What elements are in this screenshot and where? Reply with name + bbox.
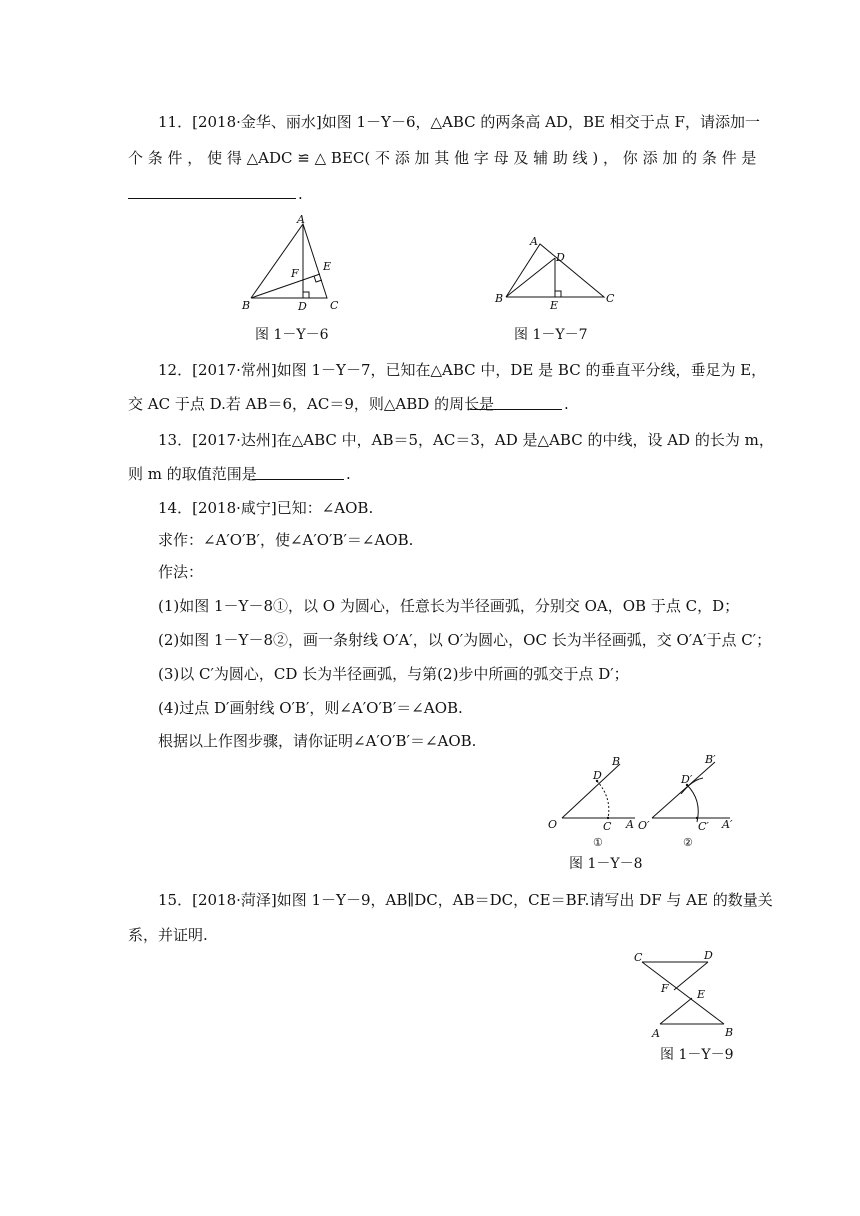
fig7-right-angle-e [555, 291, 561, 297]
fig8-label-c-prime: C′ [698, 820, 709, 833]
fig8-caption: 图 1－Y－8 [569, 856, 643, 872]
fig9-segment-df [674, 962, 708, 990]
q14-line-2: 求作：∠A′O′B′，使∠A′O′B′＝∠AOB. [158, 531, 414, 549]
q13-line-1: 13．[2017·达州]在△ABC 中，AB＝5，AC＝3，AD 是△ABC 的中线，设 AD 的长为 m， [158, 431, 774, 449]
fig7-label-e: E [550, 299, 559, 312]
fig8-label-b: B [612, 755, 621, 768]
q15-line-2: 系，并证明. [128, 926, 208, 944]
fig6-label-c: C [330, 299, 339, 312]
fig9-label-d: D [704, 949, 713, 962]
fig8-label-circled-1: ① [593, 836, 603, 849]
q11-answer-blank [128, 198, 296, 199]
fig6-label-a: A [297, 213, 305, 226]
figure-1-y-8 [540, 752, 750, 852]
fig8-label-circled-2: ② [683, 836, 693, 849]
fig6-label-b: B [242, 299, 251, 312]
fig6-triangle-abc [251, 224, 327, 298]
q12-line-1: 12．[2017·常州]如图 1－Y－7，已知在△ABC 中，DE 是 BC 的垂直平分线，垂足为 E， [158, 361, 767, 379]
q14-step-2: (2)如图 1－Y－8②，画一条射线 O′A′，以 O′为圆心，OC 长为半径画弧，交 O′A′于点 C′； [158, 631, 772, 649]
q11-line-3-end: . [298, 185, 303, 203]
figure-1-y-7 [490, 232, 620, 312]
fig9-caption: 图 1－Y－9 [660, 1047, 734, 1063]
figure-1-y-6 [236, 212, 356, 314]
fig8-arc-1 [597, 781, 609, 818]
fig7-segment-bd [506, 258, 555, 297]
fig8-label-a-prime: A′ [722, 818, 733, 831]
fig8-label-b-prime: B′ [705, 753, 716, 766]
fig9-label-b: B [725, 1026, 734, 1039]
q13-line-2b: . [346, 465, 351, 483]
fig7-caption: 图 1－Y－7 [514, 327, 588, 343]
q12-answer-blank [470, 409, 562, 410]
q14-step-4: (4)过点 D′画射线 O′B′，则∠A′O′B′＝∠AOB. [158, 699, 463, 717]
fig8-label-o-prime: O′ [638, 819, 650, 832]
fig8-label-o: O [548, 818, 558, 831]
fig6-caption: 图 1－Y－6 [255, 327, 329, 343]
fig6-right-angle-d [303, 292, 309, 298]
fig8-label-d-prime: D′ [681, 773, 693, 786]
fig8-label-a: A [626, 818, 634, 831]
fig6-label-e: E [323, 260, 332, 273]
q14-line-3: 作法： [158, 563, 204, 581]
figure-1-y-9 [626, 942, 746, 1042]
fig7-label-d: D [556, 251, 565, 264]
fig6-altitude-be [251, 274, 320, 298]
fig9-label-f: F [661, 982, 669, 995]
fig8-ray-ob [562, 764, 620, 818]
q11-line-1: 11．[2018·金华、丽水]如图 1－Y－6，△ABC 的两条高 AD，BE 相交于点 F，请添加一 [158, 113, 760, 131]
q14-line-1: 14．[2018·咸宁]已知：∠AOB. [158, 499, 374, 517]
fig9-segment-ae [660, 998, 692, 1024]
fig6-label-f: F [291, 267, 299, 280]
fig8-ray-o2b2 [652, 762, 715, 818]
fig7-label-b: B [495, 292, 504, 305]
q13-line-2a: 则 m 的取值范围是 [128, 465, 257, 483]
fig9-label-c: C [634, 951, 643, 964]
fig6-label-d: D [298, 300, 307, 313]
q14-step-3: (3)以 C′为圆心，CD 长为半径画弧，与第(2)步中所画的弧交于点 D′； [158, 665, 629, 683]
fig8-label-c: C [603, 820, 612, 833]
fig8-arc-2 [687, 785, 698, 822]
fig7-label-c: C [606, 292, 615, 305]
q15-line-1: 15．[2018·菏泽]如图 1－Y－9，AB∥DC，AB＝DC，CE＝BF.请写出 DF 与 AE 的数量关 [158, 891, 773, 909]
fig8-label-d: D [593, 769, 602, 782]
fig7-label-a: A [530, 235, 538, 248]
fig9-label-e: E [697, 988, 706, 1001]
q11-line-2: 个 条 件 ， 使 得 △ADC ≌ △ BEC( 不 添 加 其 他 字 母 及 辅 助 线 ) ， 你 添 加 的 条 件 是 [128, 149, 757, 167]
q14-final-line: 根据以上作图步骤，请你证明∠A′O′B′＝∠AOB. [158, 732, 477, 750]
q12-line-2b: . [564, 395, 569, 413]
q13-answer-blank [252, 479, 344, 480]
fig9-label-a: A [652, 1027, 660, 1040]
q14-step-1: (1)如图 1－Y－8①，以 O 为圆心，任意长为半径画弧，分别交 OA，OB 于点 C，D； [158, 597, 740, 615]
q12-line-2a: 交 AC 于点 D.若 AB＝6，AC＝9，则△ABD 的周长是 [128, 395, 495, 413]
fig9-segment-cb [642, 962, 724, 1024]
